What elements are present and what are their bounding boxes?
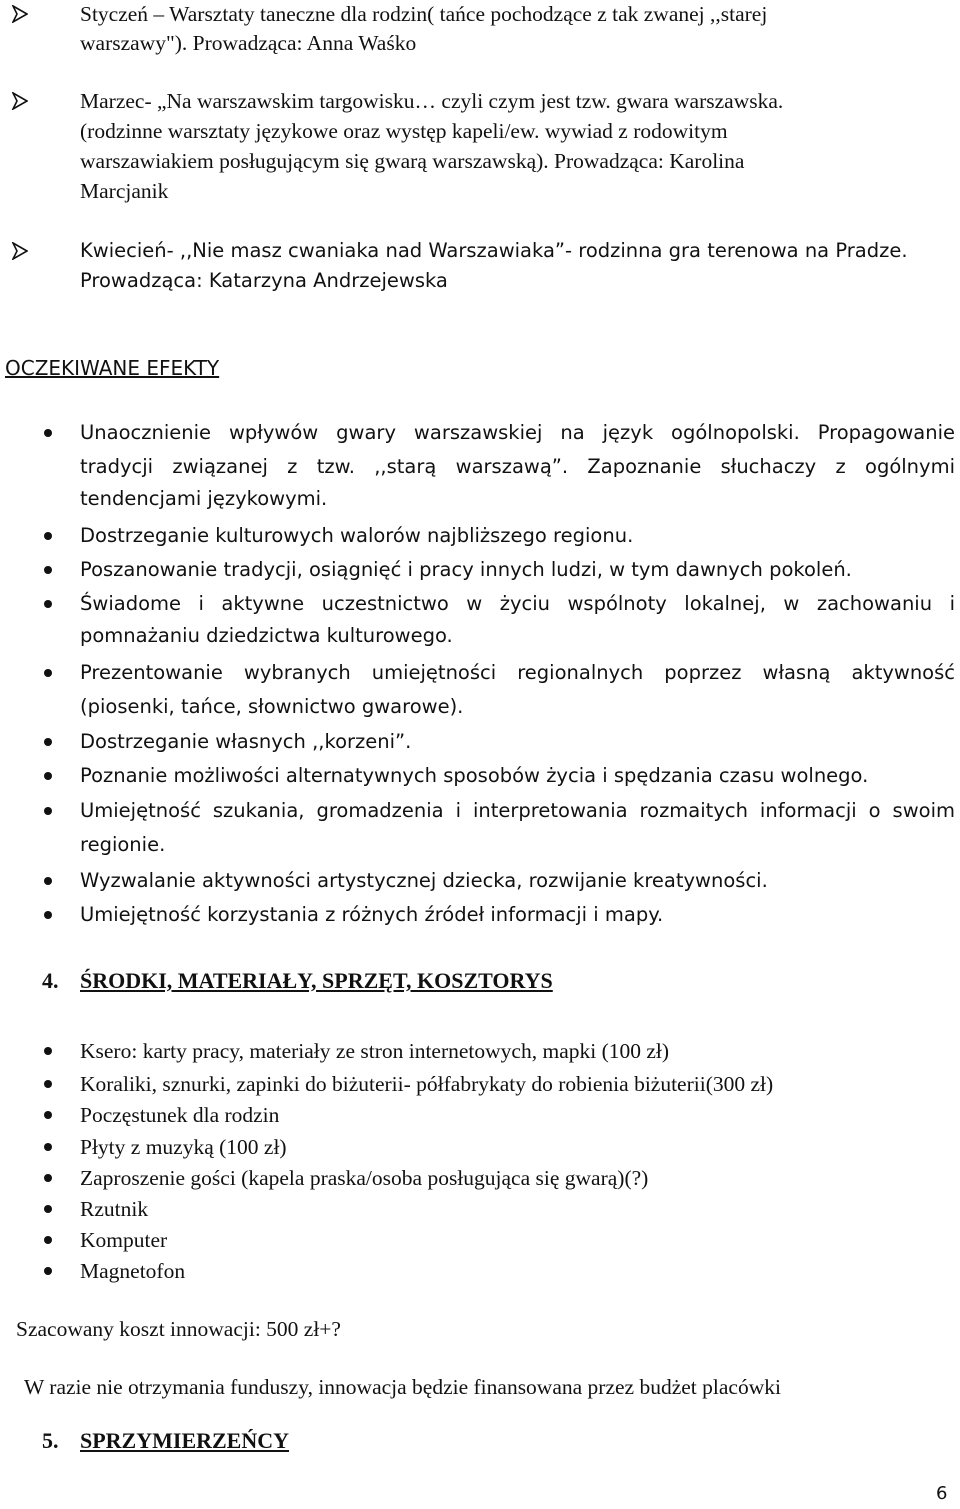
effect-8-line-1: Umiejętność szukania, gromadzenia i interpretowania rozmaitych informacji o swoim — [80, 799, 955, 822]
bullet-icon — [44, 1111, 52, 1119]
effects-heading: OCZEKIWANE EFEKTY — [5, 356, 220, 380]
arrow-bullet-icon — [12, 5, 28, 23]
effect-6: Dostrzeganie własnych ,,korzeni”. — [80, 730, 412, 753]
bullet-icon — [44, 1174, 52, 1182]
material-item: Zaproszenie gości (kapela praska/osoba posługująca się gwarą)(?) — [80, 1166, 649, 1190]
effect-5-line-1: Prezentowanie wybranych umiejętności regionalnych poprzez własną aktywność — [80, 661, 955, 684]
effect-1-line-2: tradycji związanej z tzw. ,,starą warszawą”. Zapoznanie słuchaczy z ogólnymi — [80, 455, 955, 478]
material-item: Ksero: karty pracy, materiały ze stron internetowych, mapki (100 zł) — [80, 1039, 670, 1063]
effect-8-line-2: regionie. — [80, 833, 166, 856]
bullet-icon — [44, 911, 52, 919]
effect-4-line-2: pomnażaniu dziedzictwa kulturowego. — [80, 624, 453, 647]
effect-1-line-3: tendencjami językowymi. — [80, 487, 328, 510]
bullet-icon — [44, 429, 52, 437]
section-5-title: SPRZYMIERZEŃCY — [80, 1428, 290, 1453]
material-item: Rzutnik — [80, 1197, 149, 1221]
effect-7: Poznanie możliwości alternatywnych sposobów życia i spędzania czasu wolnego. — [80, 764, 869, 787]
workshop-3-line-2: Prowadząca: Katarzyna Andrzejewska — [80, 269, 448, 292]
bullet-icon — [44, 1047, 52, 1055]
bullet-icon — [44, 877, 52, 885]
arrow-bullet-icon — [12, 242, 28, 260]
funding-note: W razie nie otrzymania funduszy, innowacja będzie finansowana przez budżet placówki — [24, 1375, 781, 1399]
workshop-2-line-4: Marcjanik — [80, 179, 169, 203]
material-item: Płyty z muzyką (100 zł) — [80, 1135, 287, 1159]
effect-4-line-1: Świadome i aktywne uczestnictwo w życiu wspólnoty lokalnej, w zachowaniu i — [80, 592, 955, 615]
effect-10: Umiejętność korzystania z różnych źródeł informacji i mapy. — [80, 903, 664, 926]
bullet-icon — [44, 600, 52, 608]
section-5-number: 5. — [42, 1428, 59, 1453]
workshop-2-line-3: warszawiakiem posługującym się gwarą warszawską). Prowadząca: Karolina — [80, 149, 745, 173]
bullet-icon — [44, 669, 52, 677]
bullet-icon — [44, 1205, 52, 1213]
effect-2: Dostrzeganie kulturowych walorów najbliższego regionu. — [80, 524, 634, 547]
bullet-icon — [44, 566, 52, 574]
bullet-icon — [44, 1236, 52, 1244]
material-item: Komputer — [80, 1228, 168, 1252]
workshop-3-line-1: Kwiecień- ,,Nie masz cwaniaka nad Warszawiaka”- rodzinna gra terenowa na Pradze. — [80, 239, 908, 262]
bullet-icon — [44, 1143, 52, 1151]
effect-1-line-1: Unaocznienie wpływów gwary warszawskiej na język ogólnopolski. Propagowanie — [80, 421, 955, 444]
bullet-icon — [44, 772, 52, 780]
bullet-icon — [44, 532, 52, 540]
arrow-bullet-icon — [12, 92, 28, 110]
bullet-icon — [44, 738, 52, 746]
section-4-title: ŚRODKI, MATERIAŁY, SPRZĘT, KOSZTORYS — [80, 968, 553, 993]
material-item: Poczęstunek dla rodzin — [80, 1103, 280, 1127]
page-number: 6 — [936, 1483, 948, 1504]
bullet-icon — [44, 807, 52, 815]
workshop-2-line-1: Marzec- „Na warszawskim targowisku… czyli czym jest tzw. gwara warszawska. — [80, 89, 784, 113]
material-item: Magnetofon — [80, 1259, 186, 1283]
workshop-1-line-1: Styczeń – Warsztaty taneczne dla rodzin( tańce pochodzące z tak zwanej ,,starej — [80, 2, 768, 26]
estimated-cost: Szacowany koszt innowacji: 500 zł+? — [16, 1317, 341, 1341]
bullet-icon — [44, 1267, 52, 1275]
section-4-number: 4. — [42, 968, 59, 993]
bullet-icon — [44, 1080, 52, 1088]
workshop-2-line-2: (rodzinne warsztaty językowe oraz występ kapeli/ew. wywiad z rodowitym — [80, 119, 728, 143]
effect-9: Wyzwalanie aktywności artystycznej dziecka, rozwijanie kreatywności. — [80, 869, 768, 892]
effect-3: Poszanowanie tradycji, osiągnięć i pracy innych ludzi, w tym dawnych pokoleń. — [80, 558, 852, 581]
material-item: Koraliki, sznurki, zapinki do biżuterii- półfabrykaty do robienia biżuterii(300 zł) — [80, 1072, 774, 1096]
effect-5-line-2: (piosenki, tańce, słownictwo gwarowe). — [80, 695, 464, 718]
workshop-1-line-2: warszawy"). Prowadząca: Anna Waśko — [80, 31, 417, 55]
